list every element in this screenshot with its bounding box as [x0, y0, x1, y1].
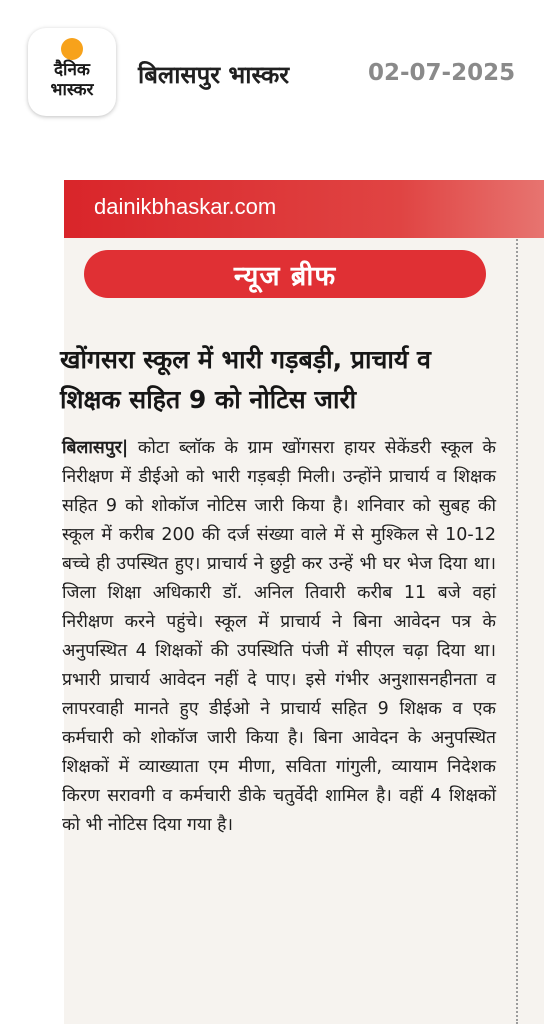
section-label-text: न्यूज ब्रीफ	[233, 260, 337, 292]
paper-name[interactable]: बिलासपुर भास्कर	[138, 61, 290, 89]
article-dateline: बिलासपुर|	[62, 438, 129, 458]
article-headline: खोंगसरा स्कूल में भारी गड़बड़ी, प्राचार्य व शिक्षक सहित 9 को नोटिस जारी	[60, 345, 431, 414]
clipping-cut-edge	[516, 180, 520, 1024]
sun-icon	[61, 38, 83, 60]
site-url: dainikbhaskar.com	[94, 194, 277, 219]
logo-text-line2: भास्कर	[50, 80, 94, 100]
logo-text-line1: दैनिक	[54, 60, 90, 80]
dainik-bhaskar-logo[interactable]	[28, 28, 116, 116]
article-body	[62, 434, 496, 840]
post-header	[0, 0, 544, 150]
article-body-text: कोटा ब्लॉक के ग्राम खोंगसरा हायर सेकेंडरी स्कूल के निरीक्षण में डीईओ को भारी गड़बड़ी मिली। उन्होंने प्राचार्य व शिक्षक सहित 9 को शोकॉज नोटिस जारी किया है। शनिवार को सुबह की स्कूल में करीब 200 की दर्ज संख्या वाले में से मुश्किल से 10-12 बच्चे ही उपस्थित हुए। प्राचार्य ने छुट्टी कर उन्हें भी घर भेज दिया था। जिला शिक्षा अधिकारी डॉ. अनिल तिवारी करीब 11 बजे वहां निरीक्षण करने पहुंचे। स्कूल में प्राचार्य ने बिना आवेदन पत्र के अनुपस्थित 4 शिक्षकों की उपस्थिति पंजी में सीएल चढ़ा दिया था। प्रभारी प्राचार्य आवेदन नहीं दे पाए। इसे गंभीर अनुशासनहीनता व लापरवाही मानते हुए डीईओ ने प्राचार्य सहित 9 शिक्षक व एक कर्मचारी को शोकॉज जारी किया है। बिना आवेदन के अनुपस्थित शिक्षकों में व्याख्याता एम मीणा, सविता गांगुली, व्यायाम निदेशक किरण सरावगी व कर्मचारी डीके चतुर्वेदी शामिल है। वहीं 4 शिक्षकों को भी नोटिस दिया गया है।	[62, 438, 496, 835]
site-banner	[64, 180, 544, 238]
section-label-news-brief	[84, 250, 486, 298]
publish-date: 02-07-2025	[368, 60, 516, 86]
